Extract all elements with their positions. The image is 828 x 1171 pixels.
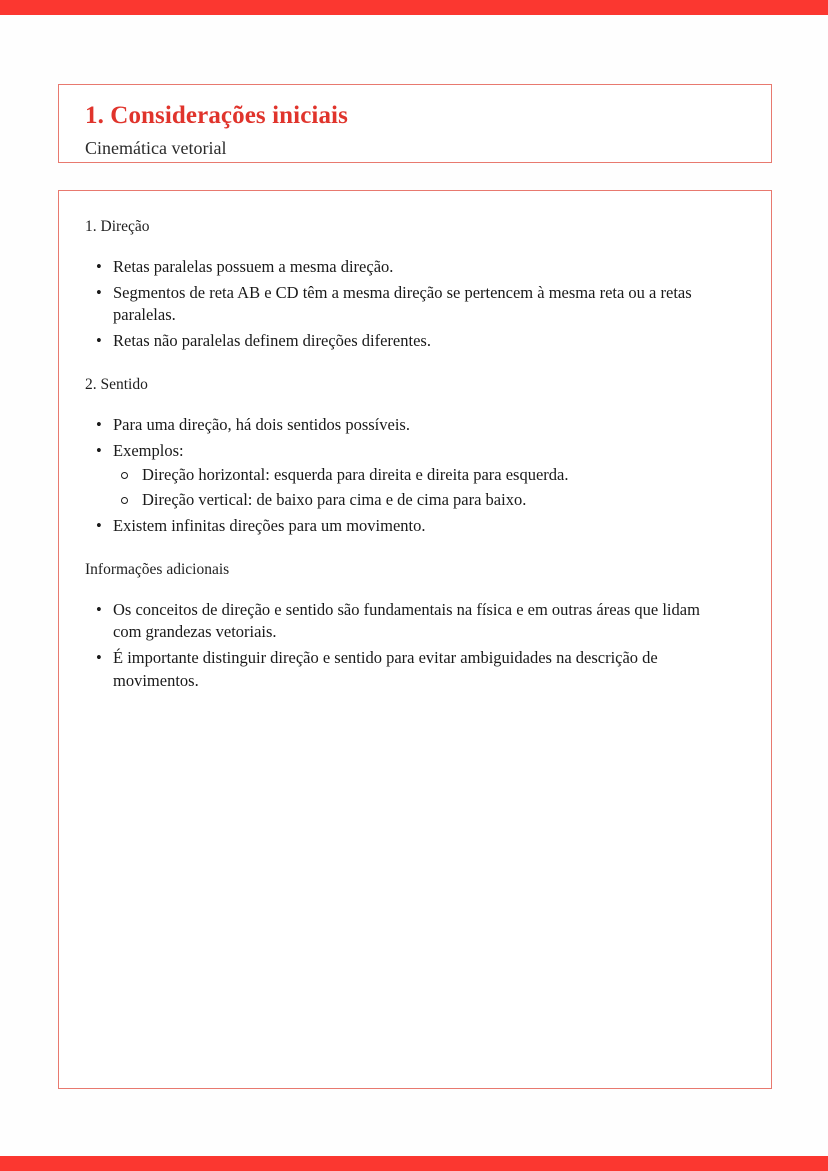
- top-accent-bar: [0, 0, 828, 15]
- sections-container: [85, 217, 724, 693]
- list-item-text: Para uma direção, há dois sentidos possíveis.: [113, 414, 410, 434]
- sub-bullet-list: [113, 464, 724, 512]
- bullet-list: [85, 414, 724, 538]
- bottom-accent-bar: [0, 1156, 828, 1171]
- hollow-bullet-marker-icon: [121, 472, 128, 479]
- list-item-text: É importante distinguir direção e sentido para evitar ambiguidades na descrição de movimentos.: [113, 648, 658, 690]
- page-subtitle: Cinemática vetorial: [85, 137, 227, 158]
- bullet-marker-icon: •: [96, 515, 102, 535]
- list-item: [85, 515, 724, 538]
- list-item: [85, 414, 724, 437]
- list-item-text: Os conceitos de direção e sentido são fundamentais na física e em outras áreas que lidam com grandezas vetoriais.: [113, 599, 700, 642]
- list-item-text: Retas não paralelas definem direções diferentes.: [113, 331, 431, 351]
- list-item: [85, 599, 724, 645]
- content-section: [85, 560, 724, 693]
- bullet-marker-icon: •: [96, 414, 102, 434]
- document-page: [0, 15, 828, 1156]
- sub-list-item: [113, 489, 724, 512]
- content-section: [85, 375, 724, 538]
- list-item-text: Existem infinitas direções para um movimento.: [113, 515, 426, 535]
- hollow-bullet-marker-icon: [121, 497, 128, 504]
- list-item-text: Exemplos:: [113, 440, 184, 460]
- section-heading: Informações adicionais: [85, 560, 230, 578]
- bullet-list: [85, 599, 724, 693]
- bullet-marker-icon: •: [96, 599, 102, 619]
- sub-list-item-text: Direção vertical: de baixo para cima e de cima para baixo.: [142, 490, 527, 510]
- section-heading: 1. Direção: [85, 218, 150, 235]
- page-title: 1. Considerações iniciais: [85, 102, 348, 129]
- content-section: [85, 217, 724, 353]
- list-item-text: Segmentos de reta AB e CD têm a mesma direção se pertencem à mesma reta ou a retas paralelas.: [113, 282, 692, 325]
- bullet-marker-icon: •: [96, 440, 102, 460]
- bullet-marker-icon: •: [96, 648, 102, 668]
- bullet-marker-icon: •: [96, 331, 102, 351]
- list-item: [85, 282, 724, 328]
- bullet-marker-icon: •: [96, 256, 102, 276]
- list-item-text: Retas paralelas possuem a mesma direção.: [113, 256, 394, 276]
- list-item: [85, 440, 724, 512]
- content-card: [58, 190, 772, 1089]
- sub-list-item: [113, 464, 724, 487]
- list-item: [85, 256, 724, 279]
- sub-list-item-text: Direção horizontal: esquerda para direita e direita para esquerda.: [142, 465, 569, 485]
- list-item: [85, 330, 724, 353]
- bullet-marker-icon: •: [96, 282, 102, 302]
- title-card: [58, 84, 772, 163]
- section-heading: 2. Sentido: [85, 375, 148, 393]
- bullet-list: [85, 256, 724, 353]
- list-item: [85, 647, 724, 693]
